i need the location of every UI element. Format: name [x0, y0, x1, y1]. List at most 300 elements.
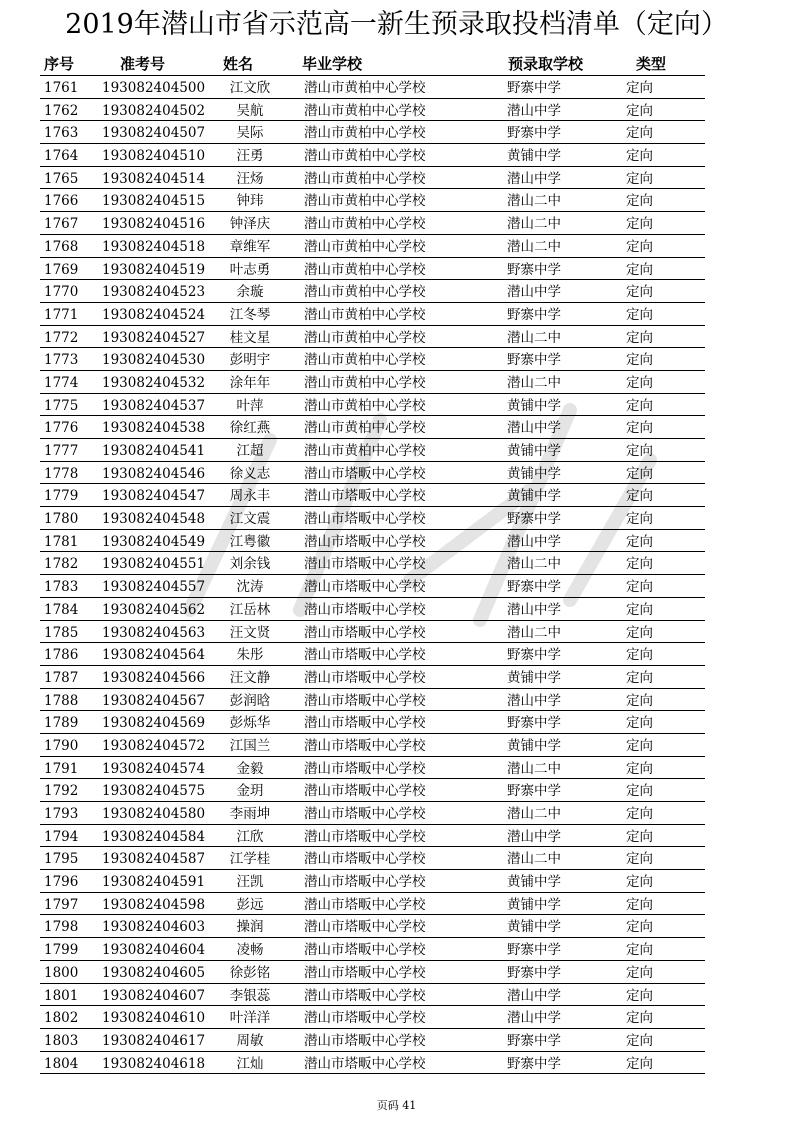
cell-name: 金玥	[236, 783, 264, 800]
cell-admit-school: 野寨中学	[507, 306, 561, 323]
cell-grad-school: 潜山市塔畈中心学校	[304, 1055, 426, 1072]
cell-admit-school: 潜山二中	[507, 806, 561, 822]
cell-seq: 1783	[44, 579, 79, 596]
cell-type: 定向	[626, 987, 653, 1004]
cell-type: 定向	[626, 624, 653, 641]
cell-type: 定向	[626, 533, 653, 550]
cell-admit-school: 潜山二中	[507, 624, 561, 641]
cell-seq: 1800	[44, 964, 79, 981]
cell-seq: 1779	[44, 488, 79, 505]
table-row	[40, 167, 705, 190]
table-row	[40, 621, 705, 644]
cell-admit-school: 潜山二中	[507, 851, 561, 868]
cell-name: 江文震	[229, 511, 271, 528]
cell-exam-no: 193082404618	[102, 1055, 206, 1072]
table-row	[40, 439, 705, 462]
cell-name: 操润	[236, 919, 264, 936]
cell-seq: 1794	[44, 828, 79, 845]
cell-name: 叶洋洋	[229, 1010, 271, 1027]
cell-exam-no: 193082404604	[102, 942, 206, 959]
cell-exam-no: 193082404566	[102, 669, 206, 686]
cell-grad-school: 潜山市塔畈中心学校	[304, 851, 426, 868]
cell-grad-school: 潜山市黄柏中心学校	[304, 329, 426, 346]
cell-grad-school: 潜山市黄柏中心学校	[304, 170, 426, 187]
cell-grad-school: 潜山市黄柏中心学校	[304, 102, 426, 119]
cell-type: 定向	[626, 329, 653, 346]
cell-admit-school: 黄铺中学	[507, 148, 561, 165]
cell-exam-no: 193082404567	[102, 692, 206, 709]
cell-type: 定向	[626, 579, 653, 596]
cell-seq: 1787	[44, 669, 79, 686]
cell-name: 江文欣	[229, 80, 271, 96]
cell-grad-school: 潜山市塔畈中心学校	[304, 533, 426, 550]
cell-name: 刘余钱	[229, 556, 271, 573]
cell-name: 李雨坤	[229, 806, 271, 822]
cell-name: 汪炀	[236, 170, 264, 187]
cell-exam-no: 193082404607	[102, 987, 206, 1004]
cell-seq: 1799	[44, 942, 79, 959]
cell-exam-no: 193082404523	[102, 284, 206, 301]
cell-admit-school: 野寨中学	[507, 964, 561, 981]
cell-name: 吴航	[236, 102, 264, 119]
table-row	[40, 915, 705, 938]
cell-name: 朱彤	[236, 647, 264, 664]
cell-name: 周敏	[236, 1032, 264, 1049]
cell-grad-school: 潜山市塔畈中心学校	[304, 942, 426, 959]
table-row	[40, 484, 705, 507]
cell-admit-school: 潜山中学	[507, 420, 561, 437]
cell-seq: 1774	[44, 374, 79, 391]
cell-seq: 1789	[44, 715, 79, 732]
cell-exam-no: 193082404519	[102, 261, 206, 278]
cell-seq: 1762	[44, 102, 79, 119]
cell-type: 定向	[626, 556, 653, 573]
table-row	[40, 711, 705, 734]
cell-exam-no: 193082404538	[102, 420, 206, 437]
cell-seq: 1782	[44, 556, 79, 573]
cell-type: 定向	[626, 125, 653, 142]
cell-grad-school: 潜山市黄柏中心学校	[304, 238, 426, 255]
cell-type: 定向	[626, 896, 653, 913]
page-label: 页码	[376, 1099, 399, 1112]
cell-exam-no: 193082404527	[102, 329, 206, 346]
cell-grad-school: 潜山市黄柏中心学校	[304, 374, 426, 391]
cell-admit-school: 黄铺中学	[507, 397, 561, 414]
cell-name: 彭烁华	[229, 715, 271, 732]
cell-type: 定向	[626, 261, 653, 278]
cell-name: 叶志勇	[229, 261, 271, 278]
cell-name: 江粤徽	[229, 533, 271, 550]
header-name: 姓名	[223, 55, 254, 73]
cell-grad-school: 潜山市塔畈中心学校	[304, 896, 426, 913]
cell-admit-school: 潜山二中	[507, 556, 561, 573]
cell-admit-school: 潜山二中	[507, 760, 561, 777]
cell-seq: 1791	[44, 760, 79, 777]
table-row	[40, 348, 705, 371]
cell-grad-school: 潜山市塔畈中心学校	[304, 806, 426, 822]
cell-seq: 1763	[44, 125, 79, 142]
cell-seq: 1802	[44, 1010, 79, 1027]
table-row	[40, 552, 705, 575]
table-row	[40, 847, 705, 870]
cell-grad-school: 潜山市塔畈中心学校	[304, 828, 426, 845]
cell-type: 定向	[626, 397, 653, 414]
cell-admit-school: 黄铺中学	[507, 919, 561, 936]
cell-seq: 1792	[44, 783, 79, 800]
cell-admit-school: 野寨中学	[507, 1032, 561, 1049]
cell-name: 江欣	[236, 828, 264, 845]
cell-seq: 1797	[44, 896, 79, 913]
cell-admit-school: 野寨中学	[507, 942, 561, 959]
table-row	[40, 893, 705, 916]
cell-admit-school: 野寨中学	[507, 1055, 561, 1072]
cell-exam-no: 193082404515	[102, 193, 206, 210]
cell-name: 汪凯	[236, 874, 264, 891]
cell-exam-no: 193082404584	[102, 828, 206, 845]
cell-exam-no: 193082404530	[102, 352, 206, 369]
cell-admit-school: 潜山中学	[507, 601, 561, 618]
cell-name: 徐红燕	[229, 420, 271, 437]
cell-seq: 1781	[44, 533, 79, 550]
cell-type: 定向	[626, 193, 653, 210]
table-row	[40, 507, 705, 530]
cell-exam-no: 193082404551	[102, 556, 206, 573]
table-row	[40, 643, 705, 666]
table-row	[40, 394, 705, 417]
cell-seq: 1796	[44, 874, 79, 891]
cell-admit-school: 潜山中学	[507, 170, 561, 187]
cell-type: 定向	[626, 465, 653, 482]
cell-grad-school: 潜山市塔畈中心学校	[304, 964, 426, 981]
cell-name: 江灿	[236, 1055, 264, 1072]
header-grad-school: 毕业学校	[302, 55, 363, 73]
cell-type: 定向	[626, 374, 653, 391]
cell-exam-no: 193082404605	[102, 964, 206, 981]
cell-name: 金毅	[236, 760, 264, 777]
cell-type: 定向	[626, 669, 653, 686]
cell-grad-school: 潜山市塔畈中心学校	[304, 919, 426, 936]
table-row	[40, 870, 705, 893]
table-row	[40, 189, 705, 212]
cell-admit-school: 潜山中学	[507, 987, 561, 1004]
cell-admit-school: 潜山二中	[507, 238, 561, 255]
cell-type: 定向	[626, 692, 653, 709]
table-row	[40, 303, 705, 326]
table-row	[40, 1029, 705, 1052]
cell-grad-school: 潜山市黄柏中心学校	[304, 125, 426, 142]
cell-grad-school: 潜山市塔畈中心学校	[304, 760, 426, 777]
table-row	[40, 734, 705, 757]
cell-exam-no: 193082404518	[102, 238, 206, 255]
cell-type: 定向	[626, 760, 653, 777]
table-row	[40, 530, 705, 553]
cell-seq: 1768	[44, 238, 79, 255]
page-number: 41	[402, 1099, 417, 1112]
cell-exam-no: 193082404516	[102, 216, 206, 233]
cell-grad-school: 潜山市塔畈中心学校	[304, 465, 426, 482]
cell-type: 定向	[626, 170, 653, 187]
cell-seq: 1766	[44, 193, 79, 210]
cell-grad-school: 潜山市塔畈中心学校	[304, 783, 426, 800]
cell-exam-no: 193082404562	[102, 601, 206, 618]
cell-name: 钟玮	[236, 193, 264, 210]
cell-grad-school: 潜山市黄柏中心学校	[304, 443, 426, 459]
cell-seq: 1790	[44, 737, 79, 754]
cell-type: 定向	[626, 216, 653, 233]
cell-seq: 1778	[44, 465, 79, 482]
cell-type: 定向	[626, 919, 653, 936]
cell-seq: 1804	[44, 1055, 79, 1072]
cell-grad-school: 潜山市黄柏中心学校	[304, 148, 426, 165]
table-row	[40, 689, 705, 712]
cell-grad-school: 潜山市黄柏中心学校	[304, 306, 426, 323]
table-row	[40, 326, 705, 349]
header-exam-no: 准考号	[120, 55, 166, 73]
cell-admit-school: 野寨中学	[507, 579, 561, 596]
cell-exam-no: 193082404507	[102, 125, 206, 142]
cell-seq: 1801	[44, 987, 79, 1004]
table-row	[40, 280, 705, 303]
cell-admit-school: 黄铺中学	[507, 896, 561, 913]
cell-seq: 1761	[44, 80, 79, 96]
cell-exam-no: 193082404548	[102, 511, 206, 528]
cell-grad-school: 潜山市黄柏中心学校	[304, 216, 426, 233]
cell-exam-no: 193082404547	[102, 488, 206, 505]
cell-exam-no: 193082404510	[102, 148, 206, 165]
cell-name: 江学桂	[229, 851, 271, 868]
table-row	[40, 575, 705, 598]
cell-admit-school: 野寨中学	[507, 647, 561, 664]
cell-grad-school: 潜山市塔畈中心学校	[304, 737, 426, 754]
cell-exam-no: 193082404591	[102, 874, 206, 891]
cell-grad-school: 潜山市黄柏中心学校	[304, 284, 426, 301]
table-body	[40, 76, 705, 1074]
cell-seq: 1773	[44, 352, 79, 369]
cell-name: 钟泽庆	[229, 216, 271, 233]
cell-grad-school: 潜山市塔畈中心学校	[304, 511, 426, 528]
cell-name: 余璇	[236, 284, 264, 301]
cell-name: 徐义志	[229, 465, 271, 482]
cell-exam-no: 193082404610	[102, 1010, 206, 1027]
cell-exam-no: 193082404541	[102, 443, 206, 459]
cell-grad-school: 潜山市塔畈中心学校	[304, 488, 426, 505]
cell-name: 沈涛	[236, 579, 264, 596]
cell-admit-school: 黄铺中学	[507, 465, 561, 482]
cell-name: 章维军	[229, 238, 271, 255]
cell-name: 江国兰	[229, 737, 271, 754]
cell-type: 定向	[626, 1055, 653, 1072]
cell-seq: 1764	[44, 148, 79, 165]
table-row	[40, 666, 705, 689]
cell-name: 凌畅	[236, 942, 264, 959]
cell-admit-school: 黄铺中学	[507, 443, 561, 459]
cell-grad-school: 潜山市黄柏中心学校	[304, 352, 426, 369]
cell-seq: 1777	[44, 443, 79, 459]
cell-grad-school: 潜山市塔畈中心学校	[304, 601, 426, 618]
cell-grad-school: 潜山市黄柏中心学校	[304, 261, 426, 278]
cell-exam-no: 193082404524	[102, 306, 206, 323]
cell-grad-school: 潜山市黄柏中心学校	[304, 397, 426, 414]
cell-type: 定向	[626, 284, 653, 301]
cell-exam-no: 193082404537	[102, 397, 206, 414]
cell-admit-school: 潜山中学	[507, 102, 561, 119]
cell-admit-school: 黄铺中学	[507, 488, 561, 505]
cell-seq: 1772	[44, 329, 79, 346]
cell-exam-no: 193082404598	[102, 896, 206, 913]
cell-seq: 1784	[44, 601, 79, 618]
cell-grad-school: 潜山市塔畈中心学校	[304, 647, 426, 664]
table-row	[40, 144, 705, 167]
table-row	[40, 99, 705, 122]
cell-seq: 1785	[44, 624, 79, 641]
header-type: 类型	[636, 55, 667, 73]
table-row	[40, 258, 705, 281]
table-row	[40, 961, 705, 984]
table-row	[40, 984, 705, 1007]
cell-type: 定向	[626, 601, 653, 618]
table-row	[40, 235, 705, 258]
cell-seq: 1780	[44, 511, 79, 528]
cell-exam-no: 193082404574	[102, 760, 206, 777]
cell-seq: 1795	[44, 851, 79, 868]
cell-exam-no: 193082404557	[102, 579, 206, 596]
cell-admit-school: 野寨中学	[507, 352, 561, 369]
table-row	[40, 779, 705, 802]
cell-name: 江岳林	[229, 601, 271, 618]
cell-exam-no: 193082404617	[102, 1032, 206, 1049]
cell-name: 彭润晗	[229, 692, 271, 709]
cell-admit-school: 野寨中学	[507, 125, 561, 142]
cell-name: 徐彭铭	[229, 964, 271, 981]
table-row	[40, 212, 705, 235]
cell-type: 定向	[626, 783, 653, 800]
cell-exam-no: 193082404502	[102, 102, 206, 119]
page-title: 2019年潜山市省示范高一新生预录取投档清单（定向）	[65, 9, 728, 40]
page-footer	[0, 1097, 793, 1113]
cell-type: 定向	[626, 851, 653, 868]
cell-seq: 1767	[44, 216, 79, 233]
table-row	[40, 938, 705, 961]
cell-name: 汪文静	[229, 669, 271, 686]
table-row	[40, 1006, 705, 1029]
cell-admit-school: 潜山中学	[507, 284, 561, 301]
cell-type: 定向	[626, 1010, 653, 1027]
cell-type: 定向	[626, 806, 653, 822]
table-row	[40, 76, 705, 99]
cell-type: 定向	[626, 874, 653, 891]
table-row	[40, 757, 705, 780]
cell-seq: 1776	[44, 420, 79, 437]
cell-exam-no: 193082404572	[102, 737, 206, 754]
cell-name: 涂年年	[229, 374, 271, 391]
cell-seq: 1770	[44, 284, 79, 301]
cell-name: 汪勇	[236, 148, 264, 165]
cell-name: 江冬琴	[229, 306, 271, 323]
cell-admit-school: 黄铺中学	[507, 669, 561, 686]
cell-type: 定向	[626, 488, 653, 505]
cell-name: 江超	[236, 443, 264, 459]
cell-type: 定向	[626, 942, 653, 959]
cell-type: 定向	[626, 102, 653, 119]
cell-type: 定向	[626, 420, 653, 437]
table-row	[40, 598, 705, 621]
cell-admit-school: 潜山中学	[507, 692, 561, 709]
cell-admit-school: 野寨中学	[507, 80, 561, 96]
cell-grad-school: 潜山市塔畈中心学校	[304, 669, 426, 686]
cell-admit-school: 野寨中学	[507, 783, 561, 800]
cell-exam-no: 193082404569	[102, 715, 206, 732]
cell-admit-school: 潜山中学	[507, 828, 561, 845]
cell-seq: 1803	[44, 1032, 79, 1049]
cell-seq: 1793	[44, 806, 79, 822]
cell-admit-school: 潜山二中	[507, 329, 561, 346]
cell-grad-school: 潜山市塔畈中心学校	[304, 624, 426, 641]
cell-exam-no: 193082404549	[102, 533, 206, 550]
cell-type: 定向	[626, 511, 653, 528]
cell-exam-no: 193082404580	[102, 806, 206, 822]
cell-grad-school: 潜山市塔畈中心学校	[304, 874, 426, 891]
table-row	[40, 462, 705, 485]
cell-seq: 1786	[44, 647, 79, 664]
cell-grad-school: 潜山市塔畈中心学校	[304, 1032, 426, 1049]
cell-exam-no: 193082404546	[102, 465, 206, 482]
cell-grad-school: 潜山市塔畈中心学校	[304, 692, 426, 709]
cell-admit-school: 潜山二中	[507, 193, 561, 210]
cell-name: 彭明宇	[229, 352, 271, 369]
cell-admit-school: 潜山二中	[507, 374, 561, 391]
cell-seq: 1765	[44, 170, 79, 187]
cell-grad-school: 潜山市黄柏中心学校	[304, 193, 426, 210]
cell-grad-school: 潜山市黄柏中心学校	[304, 80, 426, 96]
cell-name: 桂文星	[229, 329, 271, 346]
cell-seq: 1769	[44, 261, 79, 278]
cell-type: 定向	[626, 964, 653, 981]
table-row	[40, 371, 705, 394]
table-row	[40, 802, 705, 825]
cell-admit-school: 潜山二中	[507, 216, 561, 233]
cell-grad-school: 潜山市塔畈中心学校	[304, 579, 426, 596]
cell-admit-school: 潜山中学	[507, 533, 561, 550]
table-row	[40, 825, 705, 848]
cell-name: 吴际	[236, 125, 264, 142]
cell-exam-no: 193082404563	[102, 624, 206, 641]
cell-exam-no: 193082404575	[102, 783, 206, 800]
cell-type: 定向	[626, 647, 653, 664]
cell-admit-school: 野寨中学	[507, 715, 561, 732]
cell-exam-no: 193082404603	[102, 919, 206, 936]
cell-type: 定向	[626, 148, 653, 165]
cell-name: 彭远	[236, 896, 264, 913]
cell-grad-school: 潜山市塔畈中心学校	[304, 987, 426, 1004]
cell-type: 定向	[626, 238, 653, 255]
cell-grad-school: 潜山市塔畈中心学校	[304, 556, 426, 573]
cell-admit-school: 野寨中学	[507, 511, 561, 528]
cell-exam-no: 193082404532	[102, 374, 206, 391]
cell-exam-no: 193082404514	[102, 170, 206, 187]
cell-admit-school: 黄铺中学	[507, 737, 561, 754]
header-admit-school: 预录取学校	[508, 55, 584, 73]
table-row	[40, 121, 705, 144]
cell-seq: 1771	[44, 306, 79, 323]
cell-name: 李银蕊	[229, 987, 271, 1004]
cell-type: 定向	[626, 80, 653, 96]
cell-exam-no: 193082404587	[102, 851, 206, 868]
cell-name: 汪文贤	[229, 624, 271, 641]
cell-admit-school: 潜山中学	[507, 1010, 561, 1027]
cell-seq: 1788	[44, 692, 79, 709]
table-row	[40, 416, 705, 439]
cell-type: 定向	[626, 306, 653, 323]
